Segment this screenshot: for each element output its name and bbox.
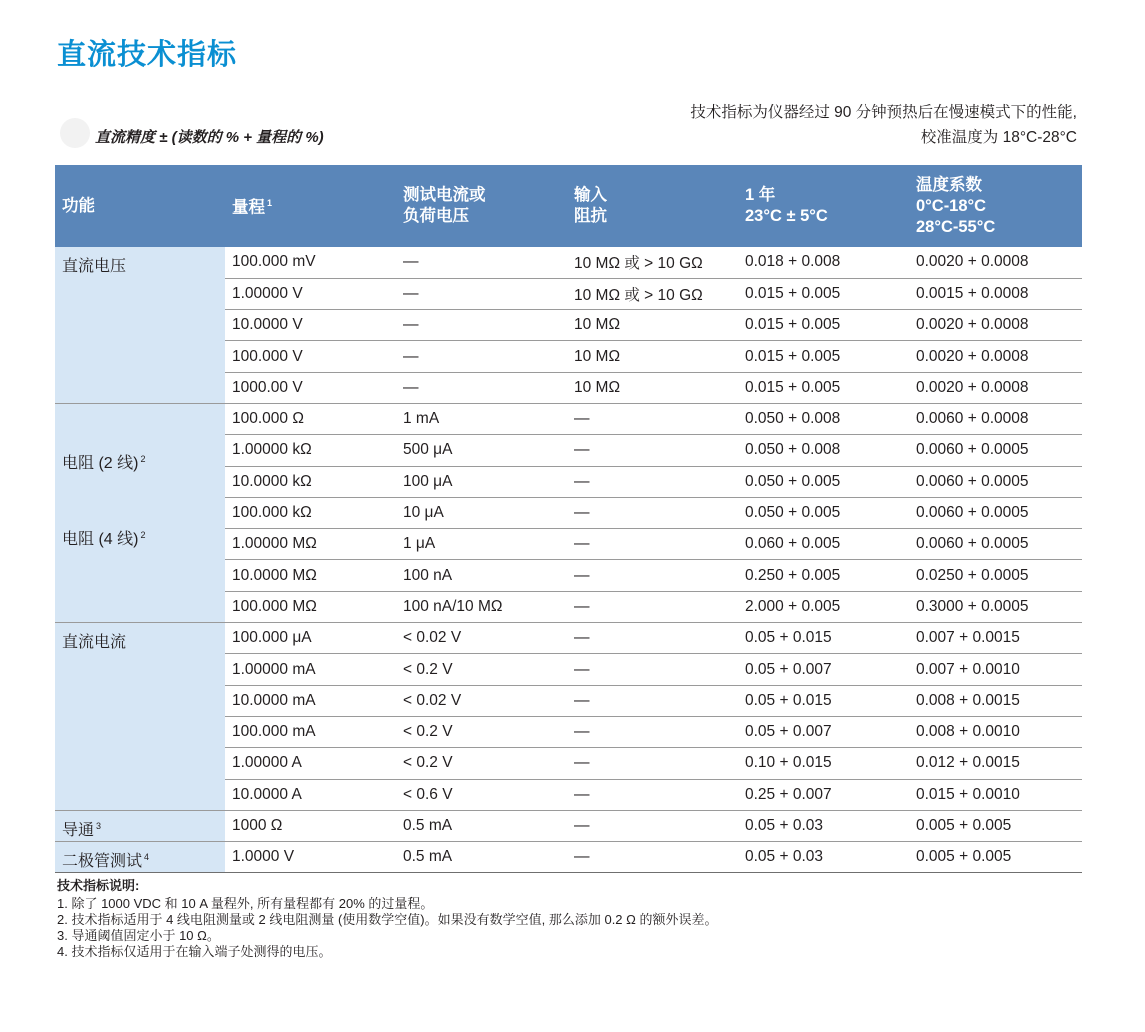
cell-one-year: 0.05 + 0.007 — [738, 716, 909, 747]
page-title: 直流技术指标 — [57, 39, 238, 71]
cell-one-year: 0.015 + 0.005 — [738, 341, 909, 372]
header-range-footnote: 1 — [267, 198, 273, 209]
cell-range: 100.000 mV — [225, 247, 396, 278]
cell-test-current: 0.5 mA — [396, 810, 567, 841]
cell-test-current: — — [396, 310, 567, 341]
cell-one-year: 0.10 + 0.015 — [738, 748, 909, 779]
cell-test-current: — — [396, 247, 567, 278]
cell-temp-coefficient: 0.012 + 0.0015 — [909, 748, 1082, 779]
cell-one-year: 0.050 + 0.005 — [738, 466, 909, 497]
cell-range: 1.0000 V — [225, 842, 396, 873]
footnote-4: 4. 技术指标仅适用于在输入端子处测得的电压。 — [57, 944, 332, 959]
group-resistance — [55, 403, 225, 622]
table-row — [55, 842, 1082, 873]
cell-one-year: 0.050 + 0.008 — [738, 403, 909, 434]
cell-test-current: < 0.2 V — [396, 716, 567, 747]
cell-input-impedance: — — [567, 403, 738, 434]
cell-test-current: 100 nA/10 MΩ — [396, 591, 567, 622]
group-resistance-4wire: 电阻 (4 线) $^2$ — [62, 529, 146, 548]
cell-temp-coefficient: 0.005 + 0.005 — [909, 842, 1082, 873]
cell-input-impedance: — — [567, 591, 738, 622]
cell-temp-coefficient: 0.0020 + 0.0008 — [909, 372, 1082, 403]
cell-input-impedance: 10 MΩ 或 > 10 GΩ — [567, 247, 738, 278]
cell-input-impedance: — — [567, 779, 738, 810]
cell-input-impedance: — — [567, 685, 738, 716]
conditions-note — [690, 100, 1077, 150]
table-body — [55, 247, 1082, 873]
cell-test-current: 10 μA — [396, 497, 567, 528]
cell-test-current: 500 μA — [396, 435, 567, 466]
cell-range: 100.000 MΩ — [225, 591, 396, 622]
cell-temp-coefficient: 0.0060 + 0.0005 — [909, 529, 1082, 560]
cell-temp-coefficient: 0.015 + 0.0010 — [909, 779, 1082, 810]
footnote-3: 3. 导通阈值固定小于 10 Ω。 — [57, 928, 220, 943]
cell-range: 10.0000 MΩ — [225, 560, 396, 591]
cell-test-current: — — [396, 278, 567, 309]
cell-input-impedance: — — [567, 497, 738, 528]
cell-one-year: 0.050 + 0.008 — [738, 435, 909, 466]
cell-temp-coefficient: 0.0020 + 0.0008 — [909, 247, 1082, 278]
cell-range: 1000.00 V — [225, 372, 396, 403]
cell-temp-coefficient: 0.007 + 0.0010 — [909, 654, 1082, 685]
group-resistance-2wire: 电阻 (2 线) $^2$ — [62, 453, 146, 472]
cell-input-impedance: — — [567, 654, 738, 685]
cell-input-impedance: — — [567, 466, 738, 497]
cell-input-impedance: 10 MΩ 或 > 10 GΩ — [567, 278, 738, 309]
cell-one-year: 0.05 + 0.007 — [738, 654, 909, 685]
cell-temp-coefficient: 0.0020 + 0.0008 — [909, 341, 1082, 372]
cell-temp-coefficient: 0.005 + 0.005 — [909, 810, 1082, 841]
cell-temp-coefficient: 0.0060 + 0.0005 — [909, 497, 1082, 528]
cell-input-impedance: 10 MΩ — [567, 310, 738, 341]
header-range: 量程 $^1$ — [225, 165, 396, 247]
cell-one-year: 0.05 + 0.03 — [738, 842, 909, 873]
cell-input-impedance: — — [567, 716, 738, 747]
cell-one-year: 0.060 + 0.005 — [738, 529, 909, 560]
conditions-note-line-2: 校准温度为 18°C-28°C — [920, 129, 1077, 146]
cell-test-current: < 0.02 V — [396, 623, 567, 654]
table-header-row — [55, 165, 1082, 247]
cell-range: 10.0000 V — [225, 310, 396, 341]
cell-range: 100.000 V — [225, 341, 396, 372]
cell-one-year: 0.050 + 0.005 — [738, 497, 909, 528]
cell-one-year: 0.015 + 0.005 — [738, 372, 909, 403]
conditions-note-line-1: 技术指标为仪器经过 90 分钟预热后在慢速模式下的性能, — [690, 104, 1077, 121]
dc-spec-table — [55, 165, 1082, 873]
cell-input-impedance: 10 MΩ — [567, 372, 738, 403]
cell-temp-coefficient: 0.0250 + 0.0005 — [909, 560, 1082, 591]
cell-one-year: 0.25 + 0.007 — [738, 779, 909, 810]
cell-one-year: 0.05 + 0.015 — [738, 685, 909, 716]
cell-test-current: — — [396, 372, 567, 403]
header-one-year: 1 年 23°C ± 5°C — [738, 165, 909, 247]
cell-temp-coefficient: 0.007 + 0.0015 — [909, 623, 1082, 654]
footnotes — [57, 878, 717, 960]
cell-one-year: 0.05 + 0.015 — [738, 623, 909, 654]
cell-test-current: 0.5 mA — [396, 842, 567, 873]
cell-temp-coefficient: 0.3000 + 0.0005 — [909, 591, 1082, 622]
footnotes-heading: 技术指标说明: — [57, 878, 140, 893]
cell-test-current: 1 mA — [396, 403, 567, 434]
footnote-2: 2. 技术指标适用于 4 线电阻测量或 2 线电阻测量 (使用数学空值)。如果没有数学空值, 那么添加 0.2 Ω 的额外误差。 — [57, 912, 718, 927]
cell-input-impedance: — — [567, 529, 738, 560]
cell-range: 10.0000 mA — [225, 685, 396, 716]
cell-range: 1.00000 kΩ — [225, 435, 396, 466]
subtitle-decoration — [60, 118, 90, 148]
cell-range: 100.000 mA — [225, 716, 396, 747]
cell-temp-coefficient: 0.008 + 0.0015 — [909, 685, 1082, 716]
cell-one-year: 0.015 + 0.005 — [738, 278, 909, 309]
cell-temp-coefficient: 0.0020 + 0.0008 — [909, 310, 1082, 341]
cell-input-impedance: — — [567, 560, 738, 591]
header-temp-coefficient: 温度系数 0°C-18°C 28°C-55°C — [909, 165, 1082, 247]
cell-temp-coefficient: 0.0015 + 0.0008 — [909, 278, 1082, 309]
cell-input-impedance: — — [567, 435, 738, 466]
cell-test-current: < 0.2 V — [396, 654, 567, 685]
cell-range: 100.000 kΩ — [225, 497, 396, 528]
table-row — [55, 623, 1082, 654]
cell-one-year: 0.018 + 0.008 — [738, 247, 909, 278]
cell-range: 10.0000 A — [225, 779, 396, 810]
table-row — [55, 403, 1082, 434]
cell-test-current: < 0.02 V — [396, 685, 567, 716]
cell-one-year: 0.05 + 0.03 — [738, 810, 909, 841]
header-function: 功能 — [55, 165, 225, 247]
footnote-1: 1. 除了 1000 VDC 和 10 A 量程外, 所有量程都有 20% 的过量程。 — [57, 896, 434, 911]
group-continuity: 导通 $^3$ — [55, 810, 225, 841]
cell-input-impedance: 10 MΩ — [567, 341, 738, 372]
cell-range: 1.00000 A — [225, 748, 396, 779]
table-row — [55, 810, 1082, 841]
header-test-current: 测试电流或 负荷电压 — [396, 165, 567, 247]
table-row — [55, 247, 1082, 278]
cell-temp-coefficient: 0.008 + 0.0010 — [909, 716, 1082, 747]
cell-range: 100.000 μA — [225, 623, 396, 654]
cell-one-year: 0.250 + 0.005 — [738, 560, 909, 591]
cell-range: 1000 Ω — [225, 810, 396, 841]
cell-test-current: 100 nA — [396, 560, 567, 591]
cell-range: 10.0000 kΩ — [225, 466, 396, 497]
table-subtitle: 直流精度 ± (读数的 % + 量程的 %) — [95, 129, 324, 146]
cell-input-impedance: — — [567, 748, 738, 779]
cell-input-impedance: — — [567, 842, 738, 873]
cell-test-current: 1 μA — [396, 529, 567, 560]
cell-one-year: 0.015 + 0.005 — [738, 310, 909, 341]
cell-one-year: 2.000 + 0.005 — [738, 591, 909, 622]
cell-test-current: 100 μA — [396, 466, 567, 497]
cell-input-impedance: — — [567, 623, 738, 654]
cell-range: 100.000 Ω — [225, 403, 396, 434]
cell-range: 1.00000 mA — [225, 654, 396, 685]
group-dc-current: 直流电流 — [55, 623, 225, 811]
cell-input-impedance: — — [567, 810, 738, 841]
cell-temp-coefficient: 0.0060 + 0.0008 — [909, 403, 1082, 434]
cell-range: 1.00000 MΩ — [225, 529, 396, 560]
cell-test-current: < 0.2 V — [396, 748, 567, 779]
group-diode-test: 二极管测试 $^4$ — [55, 842, 225, 873]
cell-test-current: — — [396, 341, 567, 372]
header-input-impedance: 输入 阻抗 — [567, 165, 738, 247]
cell-test-current: < 0.6 V — [396, 779, 567, 810]
cell-temp-coefficient: 0.0060 + 0.0005 — [909, 466, 1082, 497]
cell-temp-coefficient: 0.0060 + 0.0005 — [909, 435, 1082, 466]
cell-range: 1.00000 V — [225, 278, 396, 309]
group-dc-voltage: 直流电压 — [55, 247, 225, 403]
